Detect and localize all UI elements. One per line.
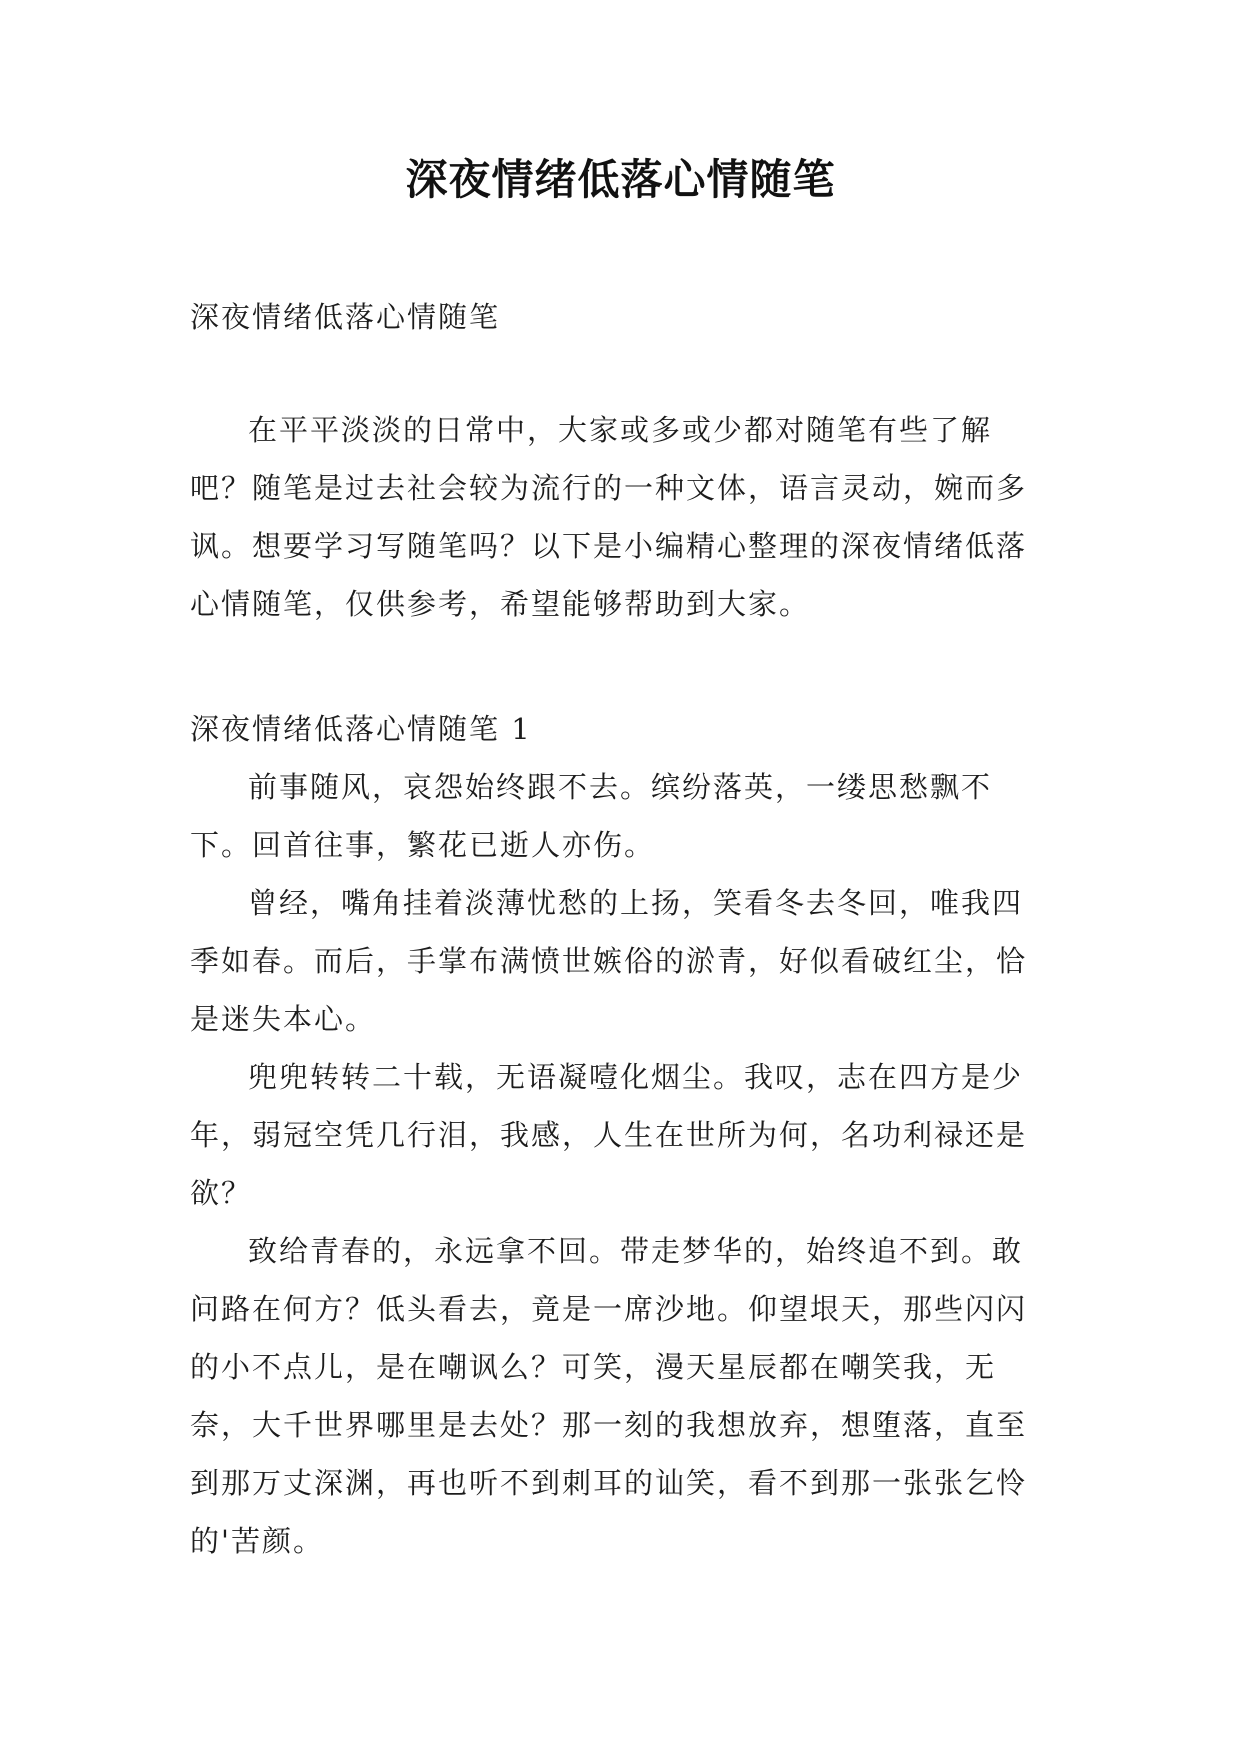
document-title: 深夜情绪低落心情随笔 (405, 155, 836, 204)
body-paragraph: 兜兜转转二十载，无语凝噎化烟尘。我叹，志在四方是少年，弱冠空凭几行泪，我感，人生在世所为何，名功利禄还是欲？ (190, 1060, 1028, 1210)
body-paragraph: 曾经，嘴角挂着淡薄忧愁的上扬，笑看冬去冬回，唯我四季如春。而后，手掌布满愤世嫉俗的淤青，好似看破红尘，恰是迷失本心。 (190, 886, 1028, 1036)
essay-section-1 (190, 700, 1050, 1570)
intro-paragraph: 在平平淡淡的日常中，大家或多或少都对随笔有些了解吧？随笔是过去社会较为流行的一种文体，语言灵动，婉而多讽。想要学习写随笔吗？以下是小编精心整理的深夜情绪低落心情随笔，仅供参考，希望能够帮助到大家。 (190, 413, 1028, 621)
body-paragraph: 前事随风，哀怨始终跟不去。缤纷落英，一缕思愁飘不下。回首往事，繁花已逝人亦伤。 (190, 770, 993, 862)
section-heading: 深夜情绪低落心情随笔 1 (190, 712, 532, 746)
body-paragraph: 致给青春的，永远拿不回。带走梦华的，始终追不到。敢问路在何方？低头看去，竟是一席沙地。仰望垠天，那些闪闪的小不点儿，是在嘲讽么？可笑，漫天星辰都在嘲笑我，无奈，大千世界哪里是去处？那一刻的我想放弃，想堕落，直至到那万丈深渊，再也听不到刺耳的讪笑，看不到那一张张乞怜的'苦颜。 (190, 1234, 1028, 1558)
document-subtitle: 深夜情绪低落心情随笔 (190, 300, 501, 334)
